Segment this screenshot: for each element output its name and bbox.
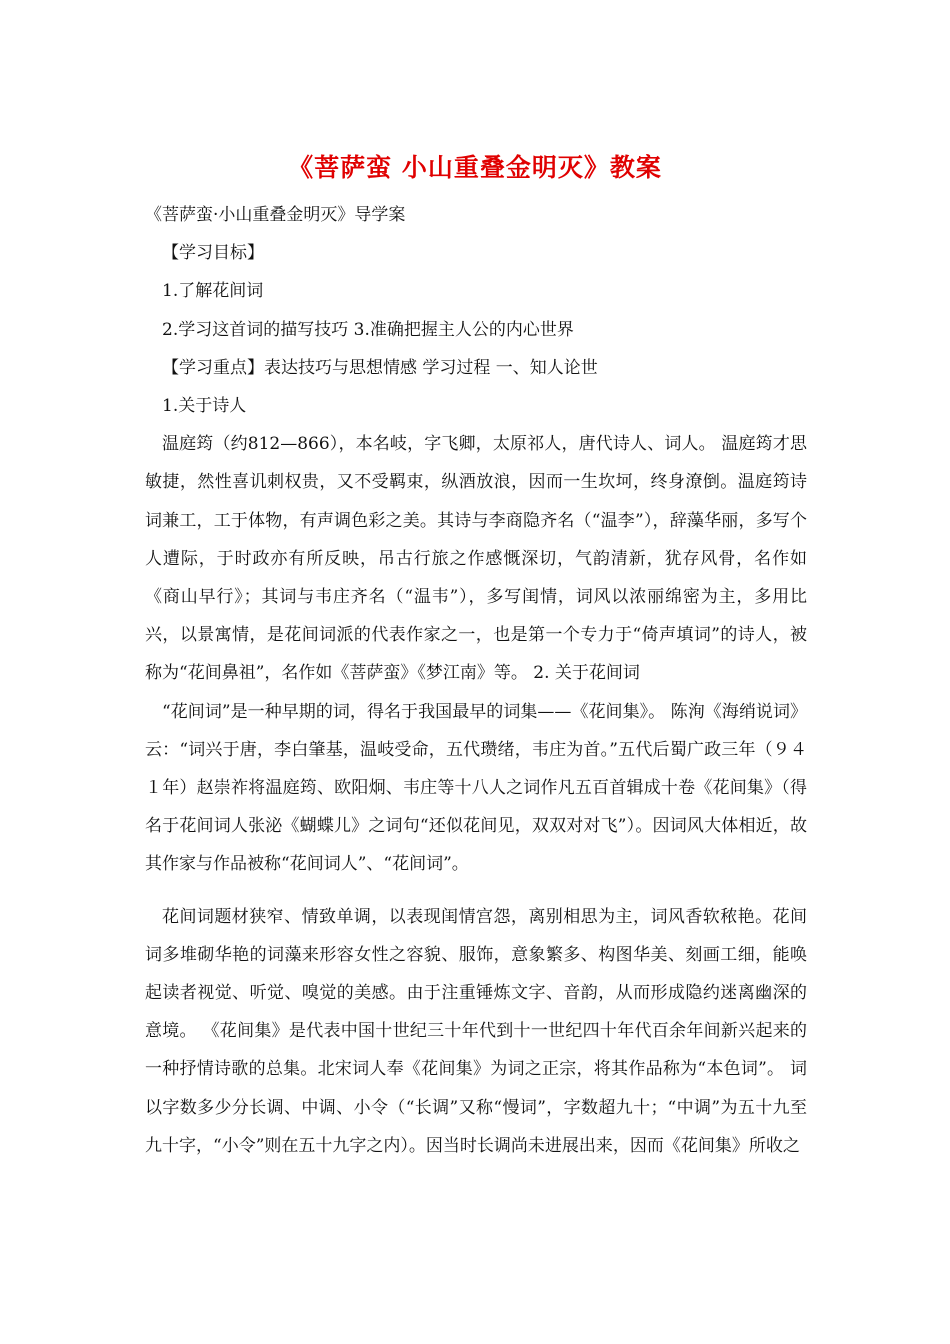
paragraph-huajian-style: 花间词题材狭窄、情致单调，以表现闺情宫怨，离别相思为主，词风香软秾艳。花间词多堆砌华艳的词藻来形容女性之容貌、服饰，意象繁多、构图华美、刻画工细，能唤起读者视觉、听觉、嗅觉的美感。由于注重锤炼文字、音韵，从而形成隐约迷离幽深的意境。 《花间集》是代表中国十世纪三十年代到十一世纪四十年代百余年间新兴起来的一种抒情诗歌的总集。北宋词人奉《花间集》为词之正宗，将其作品称为“本色词”。 词以字数多少分长调、中调、小令（“长调”又称“慢词”，字数超九十；“中调”为五十九至九十字，“小令”则在五十九字之内）。因当时长调尚未进展出来，因而《花间集》所收之 [145, 906, 807, 1156]
section-heading-poet: 1.关于诗人 [162, 396, 247, 417]
goals-heading: 【学习目标】 [162, 243, 264, 264]
paragraph-huajian-intro: “花间词”是一种早期的词，得名于我国最早的词集——《花间集》。 陈洵《海绡说词》云：“词兴于唐，李白肇基，温岐受命，五代瓒绪，韦庄为首。”五代后蜀广政三年（９４１年）赵崇祚将温庭筠、欧阳炯、韦庄等十八人之词作凡五百首辑成十卷《花间集》（得名于花间词人张泌《蝴蝶儿》之词句“还似花间见，双双对对飞”）。因词风大体相近，故其作家与作品被称“花间词人”、“花间词”。 [145, 701, 807, 875]
document-subtitle: 《菩萨蛮·小山重叠金明灭》导学案 [145, 205, 406, 225]
goal-item-2-3: 2.学习这首词的描写技巧 3.准确把握主人公的内心世界 [162, 319, 574, 340]
goal-item-1: 1.了解花间词 [162, 281, 264, 302]
paragraph-poet: 温庭筠（约812—866），本名岐，字飞卿，太原祁人，唐代诗人、词人。 温庭筠才思敏捷，然性喜讥刺权贵，又不受羁束，纵酒放浪，因而一生坎坷，终身潦倒。温庭筠诗词兼工，工于体物，有声调色彩之美。其诗与李商隐齐名（“温李”），辞藻华丽，多写个人遭际，于时政亦有所反映，吊古行旅之作感慨深切，气韵清新，犹存风骨，名作如《商山早行》；其词与韦庄齐名（“温韦”），多写闺情，词风以浓丽绵密为主，多用比兴，以景寓情，是花间词派的代表作家之一，也是第一个专力于“倚声填词”的诗人，被称为“花间鼻祖”，名作如《菩萨蛮》《梦江南》等。 2. 关于花间词 [145, 434, 807, 684]
document-body [145, 196, 807, 1165]
focus-heading: 【学习重点】表达技巧与思想情感 学习过程 一、知人论世 [162, 357, 598, 378]
page-title: 《菩萨蛮 小山重叠金明灭》教案 [288, 153, 662, 182]
